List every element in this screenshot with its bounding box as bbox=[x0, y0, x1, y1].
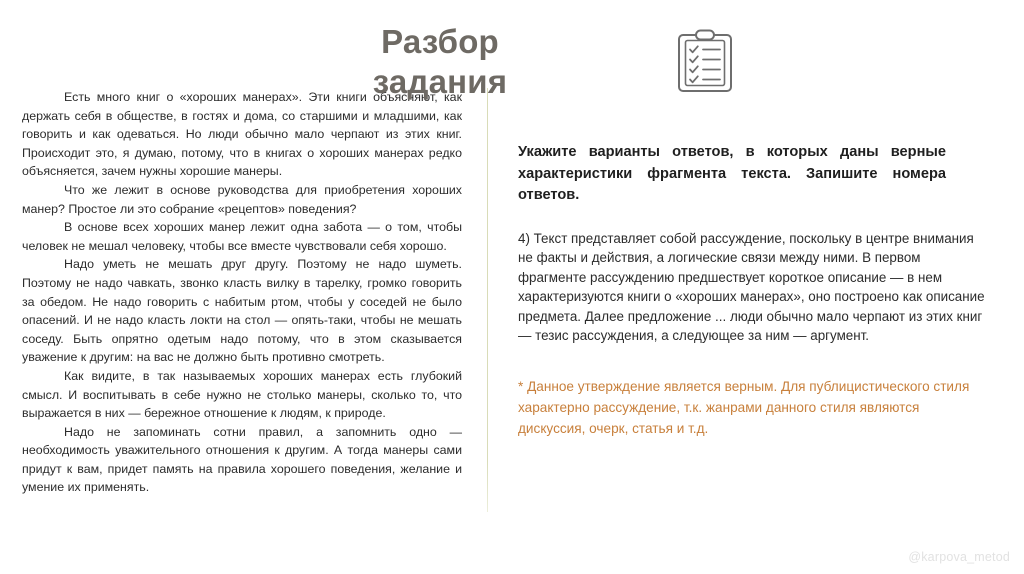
page-title-line-1: Разбор bbox=[381, 23, 499, 60]
task-explanation: 4) Текст представляет собой рассуждение, поскольку в центре внимания не факты и действия, а логические связи между ними. В первом фрагменте рассуждению предшествует короткое описание — в нем характеризуются книги о «хороших манерах», оно построено как описание предмета. Далее предложение ... люди обычно мало черпают из этих книг — тезис рассуждения, а следующее за ним — аргумент. bbox=[518, 230, 985, 344]
page-title-line-2: задания bbox=[372, 63, 508, 100]
column-divider bbox=[487, 88, 488, 512]
watermark: @karpova_metod bbox=[908, 550, 1010, 564]
task-prompt: Укажите варианты ответов, в которых даны верные характеристики фрагмента текста. Запишите номера ответов. bbox=[518, 144, 946, 203]
clipboard-checklist-icon bbox=[676, 28, 734, 94]
source-text-column bbox=[22, 88, 462, 497]
source-paragraph: Надо уметь не мешать друг другу. Поэтому не надо шуметь. Поэтому не надо чавкать, звонко класть вилку в тарелку, громко говорить за обедом. Не надо говорить с набитым ртом, чтобы у соседей не было опасений. И не надо класть локти на стол — опять-таки, чтобы не мешать соседу. Быть опрятно одетым надо потому, что в этом сказывается уважение к другим: на вас не должно быть противно смотреть. bbox=[22, 257, 462, 365]
task-column bbox=[518, 142, 994, 439]
source-paragraph: Как видите, в так называемых хороших манерах есть глубокий смысл. И воспитывать в себе нужно не столько манеры, сколько то, что выражается в них — бережное отношение к людям, к природе. bbox=[22, 368, 462, 421]
source-paragraph: В основе всех хороших манер лежит одна забота — о том, чтобы человек не мешал человеку, чтобы все вместе чувствовали себя хорошо. bbox=[22, 220, 462, 253]
task-note: * Данное утверждение является верным. Для публицистического стиля характерно рассуждение, т.к. жанрами данного стиля являются дискуссия, очерк, статья и т.д. bbox=[518, 379, 970, 437]
source-paragraph: Есть много книг о «хороших манерах». Эти книги объясняют, как держать себя в обществе, в гостях и дома, со старшими и младшими, как говорить и как одеваться. Но люди обычно мало черпают из этих книг. Происходит это, я думаю, потому, что в книгах о хороших манерах редко объясняется, зачем нужны хорошие манеры. bbox=[22, 90, 462, 179]
source-paragraph: Надо не запоминать сотни правил, а запомнить одно — необходимость уважительного отношения к другим. А тогда манеры сами придут к вам, придет память на правила хорошего поведения, желание и умение их применять. bbox=[22, 424, 462, 495]
source-paragraph: Что же лежит в основе руководства для приобретения хороших манер? Простое ли это собрание «рецептов» поведения? bbox=[22, 182, 462, 216]
